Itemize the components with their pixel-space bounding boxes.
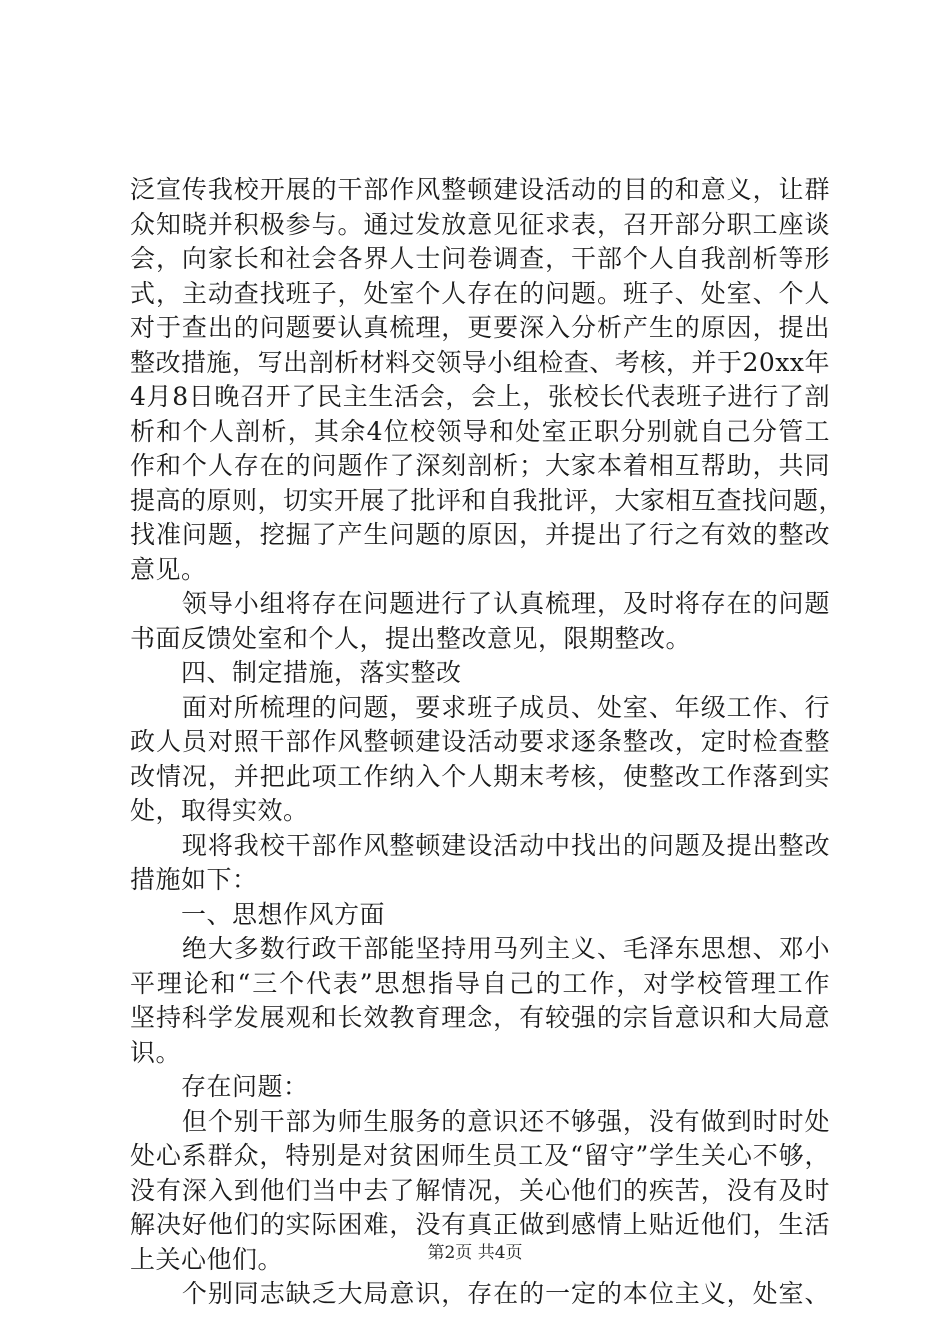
text-line: 坚持科学发展观和长效教育理念，有较强的宗旨意识和大局意 [130, 1003, 830, 1032]
text-line: 面对所梳理的问题，要求班子成员、处室、年级工作、行 [130, 692, 830, 722]
text-line: 整改措施，写出剖析材料交领导小组检查、考核，并于20xx年 [130, 347, 830, 377]
text-line: 泛宣传我校开展的干部作风整顿建设活动的目的和意义，让群 [130, 175, 830, 204]
text-line: 政人员对照干部作风整顿建设活动要求逐条整改，定时检查整 [130, 727, 830, 756]
text-line: 析和个人剖析，其余4位校领导和处室正职分别就自己分管工 [130, 416, 830, 446]
document-body [130, 173, 845, 1312]
section-heading: 四、制定措施，落实整改 [130, 658, 462, 687]
text-line: 平理论和“三个代表”思想指导自己的工作，对学校管理工作 [130, 968, 830, 998]
subsection-heading: 存在问题： [130, 1072, 309, 1101]
text-line: 识。 [130, 1037, 182, 1067]
text-line: 4月8日晚召开了民主生活会，会上，张校长代表班子进行了剖 [130, 382, 830, 411]
text-line: 但个别干部为师生服务的意识还不够强，没有做到时时处 [130, 1106, 830, 1136]
text-line: 找准问题，挖掘了产生问题的原因，并提出了行之有效的整改 [130, 520, 830, 549]
text-line: 众知晓并积极参与。通过发放意见征求表，召开部分职工座谈 [130, 209, 830, 239]
text-line: 措施如下： [130, 865, 258, 894]
text-line: 对于查出的问题要认真梳理，更要深入分析产生的原因，提出 [130, 313, 830, 342]
text-line: 上关心他们。 [130, 1244, 284, 1274]
text-line: 改情况，并把此项工作纳入个人期末考核，使整改工作落到实 [130, 761, 830, 791]
text-line: 领导小组将存在问题进行了认真梳理，及时将存在的问题 [130, 589, 830, 618]
text-line: 作和个人存在的问题作了深刻剖析；大家本着相互帮助，共同 [130, 451, 830, 480]
text-line: 提高的原则，切实开展了批评和自我批评，大家相互查找问题， [130, 485, 845, 515]
section-heading: 一、思想作风方面 [130, 899, 386, 929]
page-number: 第2页 共4页 [427, 1243, 523, 1263]
text-line: 式，主动查找班子，处室个人存在的问题。班子、处室、个人 [130, 278, 830, 308]
text-line: 意见。 [130, 554, 207, 584]
text-line: 个别同志缺乏大局意识，存在的一定的本位主义，处室、 [130, 1279, 830, 1308]
text-line: 绝大多数行政干部能坚持用马列主义、毛泽东思想、邓小 [130, 934, 830, 963]
text-line: 会，向家长和社会各界人士问卷调查，干部个人自我剖析等形 [130, 244, 830, 273]
text-line: 处，取得实效。 [130, 796, 309, 825]
text-line: 现将我校干部作风整顿建设活动中找出的问题及提出整改 [130, 830, 830, 860]
text-line: 处心系群众，特别是对贫困师生员工及“留守”学生关心不够， [130, 1141, 830, 1170]
text-line: 没有深入到他们当中去了解情况，关心他们的疾苦，没有及时 [130, 1175, 830, 1205]
text-line: 解决好他们的实际困难，没有真正做到感情上贴近他们，生活 [130, 1210, 830, 1239]
text-line: 书面反馈处室和个人，提出整改意见，限期整改。 [130, 623, 692, 653]
